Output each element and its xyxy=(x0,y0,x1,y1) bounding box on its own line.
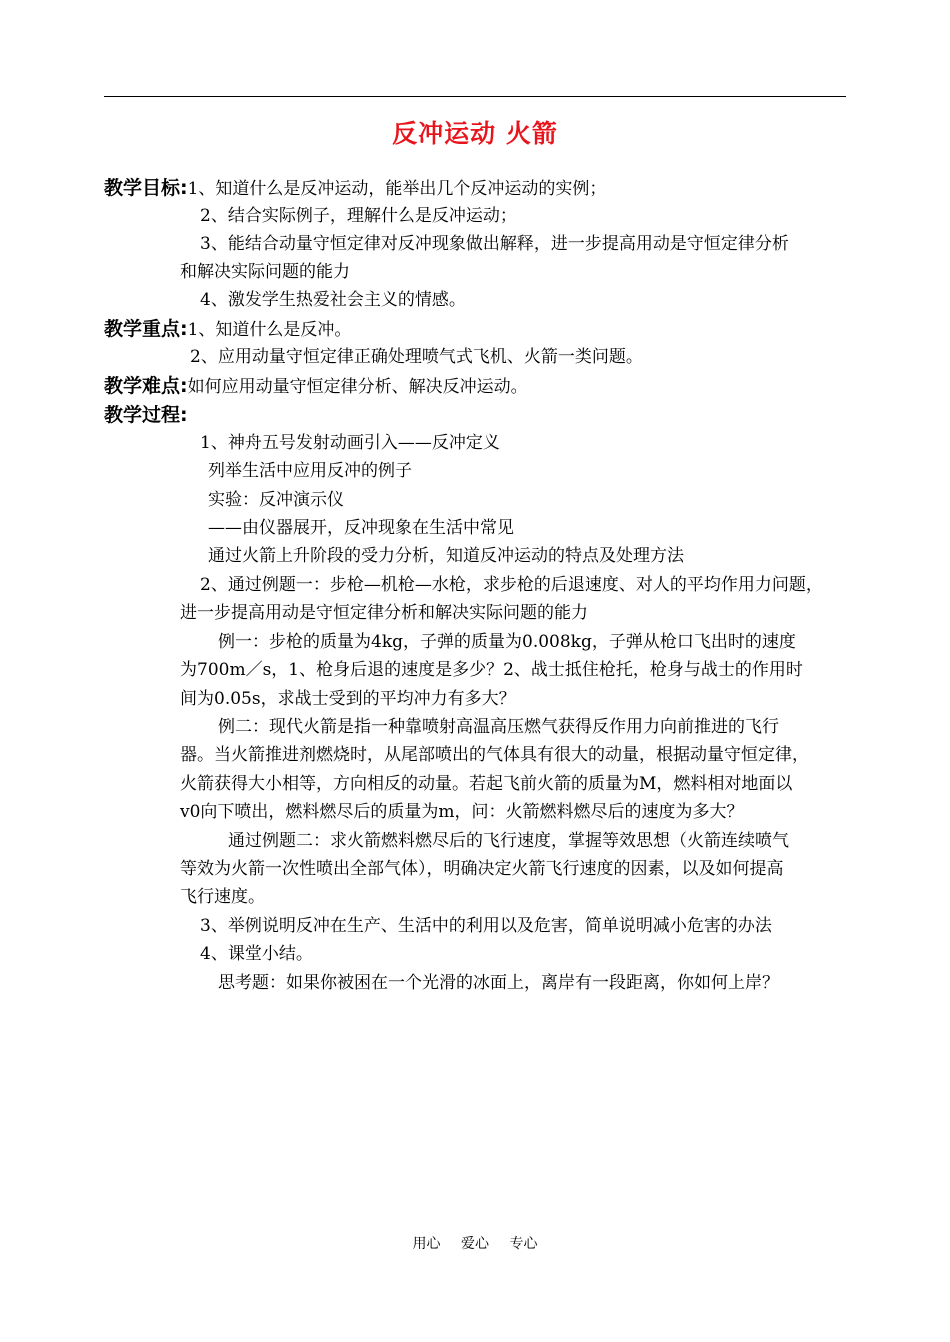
difficulties-label: 教学难点: xyxy=(104,375,188,397)
process-5: 通过火箭上升阶段的受力分析，知道反冲运动的特点及处理方法 xyxy=(208,546,684,566)
process-8: 4、课堂小结。 xyxy=(200,944,313,964)
key-line-1 xyxy=(104,318,351,341)
example-2a: 例二：现代火箭是指一种靠喷射高温高压燃气获得反作用力向前推进的飞行 xyxy=(218,717,779,737)
process-3: 实验：反冲演示仪 xyxy=(208,490,344,510)
goals-label: 教学目标: xyxy=(104,177,188,199)
goal-2: 2、结合实际例子，理解什么是反冲运动； xyxy=(200,206,517,226)
process-label-line xyxy=(104,404,188,427)
example-2c: 火箭获得大小相等，方向相反的动量。若起飞前火箭的质量为M，燃料相对地面以 xyxy=(180,774,793,794)
process-2: 列举生活中应用反冲的例子 xyxy=(208,461,412,481)
key-point-2: 2、应用动量守恒定律正确处理喷气式飞机、火箭一类问题。 xyxy=(190,347,643,367)
footer-word-2: 爱心 xyxy=(461,1236,489,1252)
goal-3a: 3、能结合动量守恒定律对反冲现象做出解释，进一步提高用动是守恒定律分析 xyxy=(200,234,789,254)
key-points-label: 教学重点: xyxy=(104,318,188,340)
example-1b: 为700m／s，1、枪身后退的速度是多少？2、战士抵住枪托，枪身与战士的作用时 xyxy=(180,660,803,680)
example-1a: 例一：步枪的质量为4kg，子弹的质量为0.008kg，子弹从枪口飞出时的速度 xyxy=(218,632,796,652)
example-2b: 器。当火箭推进剂燃烧时，从尾部喷出的气体具有很大的动量，根据动量守恒定律， xyxy=(180,745,809,765)
goals-line-1 xyxy=(104,177,606,200)
think-question: 思考题：如果你被困在一个光滑的冰面上，离岸有一段距离，你如何上岸？ xyxy=(218,973,779,993)
goal-3b: 和解决实际问题的能力 xyxy=(180,262,350,282)
key-point-1: 1、知道什么是反冲。 xyxy=(187,320,352,340)
example-1c: 间为0.05s，求战士受到的平均冲力有多大？ xyxy=(180,689,516,709)
process-6b: 进一步提高用动是守恒定律分析和解决实际问题的能力 xyxy=(180,603,588,623)
goal-4: 4、激发学生热爱社会主义的情感。 xyxy=(200,290,466,310)
footer-word-1: 用心 xyxy=(412,1236,441,1252)
example-3a: 通过例题二：求火箭燃料燃尽后的飞行速度，掌握等效思想（火箭连续喷气 xyxy=(228,831,789,851)
example-3b: 等效为火箭一次性喷出全部气体），明确决定火箭飞行速度的因素，以及如何提高 xyxy=(180,859,784,879)
difficulty-line xyxy=(104,375,528,398)
process-7: 3、举例说明反冲在生产、生活中的利用以及危害，简单说明减小危害的办法 xyxy=(200,916,772,936)
difficulty-1: 如何应用动量守恒定律分析、解决反冲运动。 xyxy=(187,377,528,397)
process-label: 教学过程: xyxy=(104,404,188,426)
process-1: 1、神舟五号发射动画引入——反冲定义 xyxy=(200,433,500,453)
example-2d: v0向下喷出，燃料燃尽后的质量为m，问：火箭燃料燃尽后的速度为多大？ xyxy=(180,802,744,822)
footer-word-3: 专心 xyxy=(509,1236,538,1252)
page-footer xyxy=(0,1233,950,1253)
process-4: ——由仪器展开，反冲现象在生活中常见 xyxy=(208,518,514,538)
example-3c: 飞行速度。 xyxy=(180,887,265,907)
goal-1: 1、知道什么是反冲运动，能举出几个反冲运动的实例； xyxy=(187,179,607,199)
process-6a: 2、通过例题一：步枪—机枪—水枪，求步枪的后退速度、对人的平均作用力问题， xyxy=(200,575,823,595)
header-rule xyxy=(104,96,846,97)
page-title: 反冲运动 火箭 xyxy=(392,119,558,148)
